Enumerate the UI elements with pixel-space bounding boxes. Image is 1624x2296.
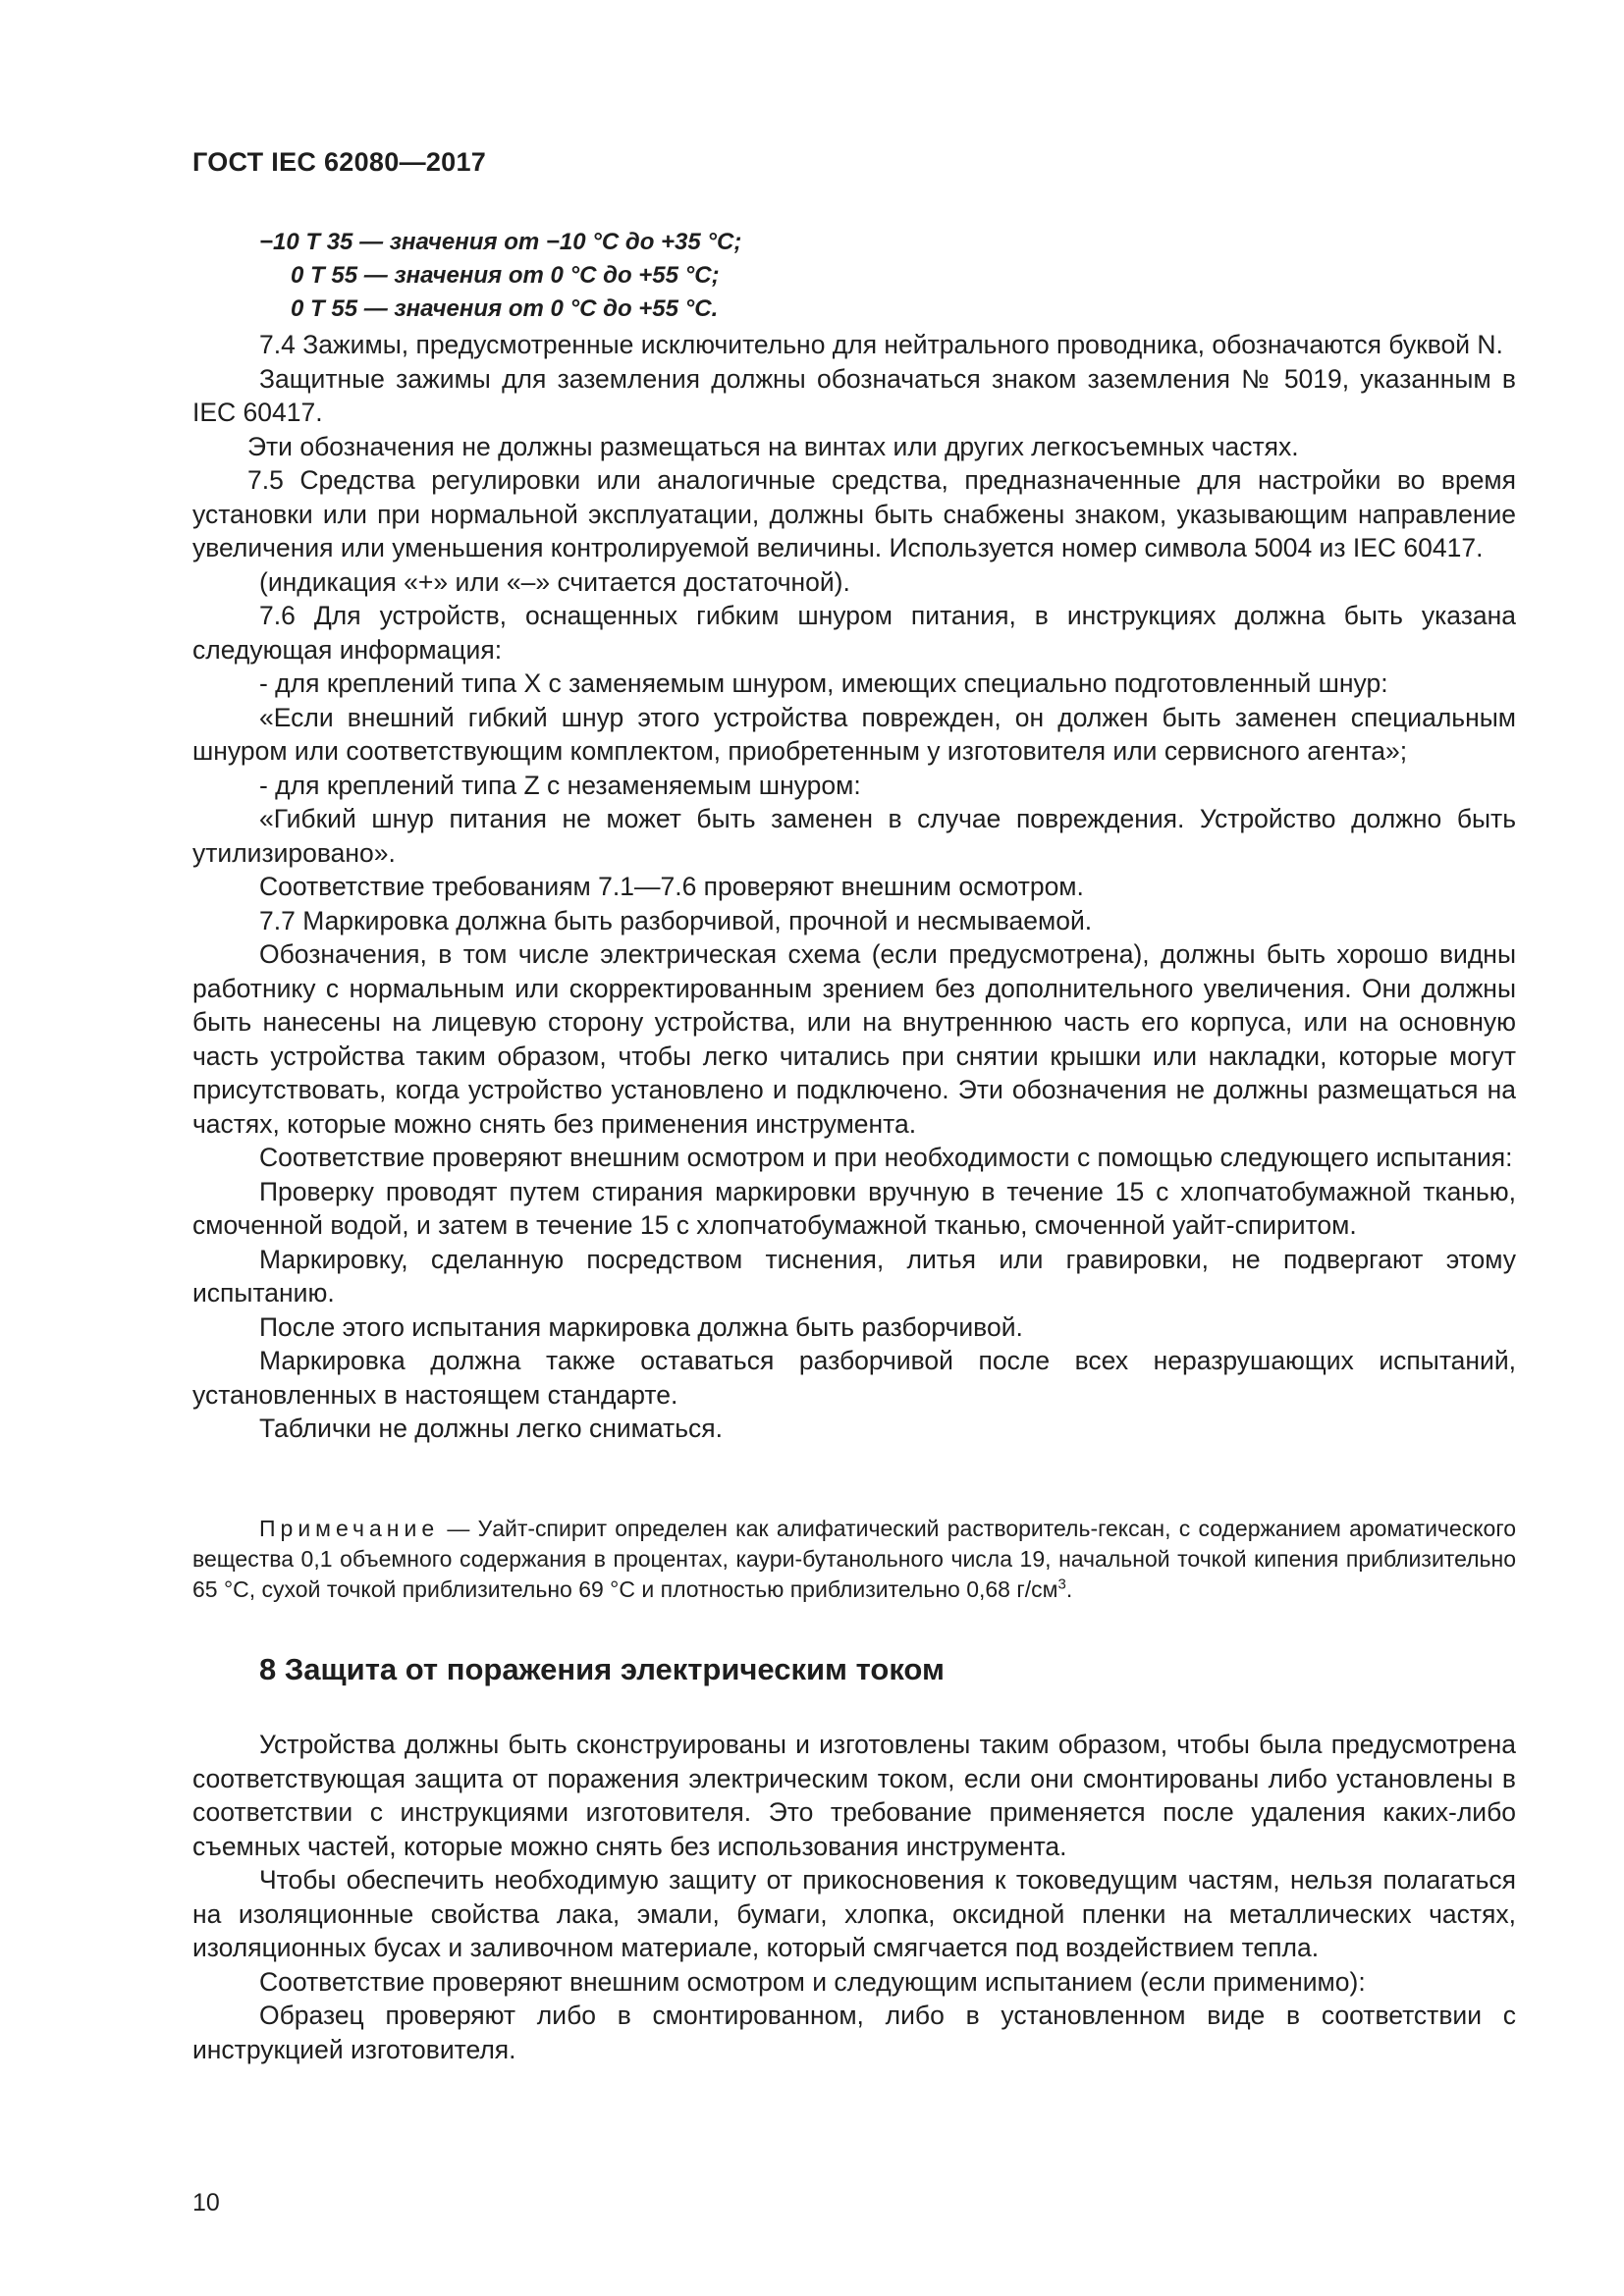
paragraph: Маркировку, сделанную посредством тиснения, литья или гравировки, не подвергают этому испытанию. xyxy=(192,1244,1516,1308)
paragraph: Обозначения, в том числе электрическая схема (если предусмотрена), должны быть хорошо видны работнику с нормальным или скорректированным зрением без дополнительного увеличения. Они должны быть нанесены на лицевую сторону устройства, или на внутреннюю часть его корпуса, или на основную часть устройства таким образом, чтобы легко читались при снятии крышки или накладки, которые могут присутствовать, когда устройство установлено и подключено. Эти обозначения не должны размещаться на частях, которые можно снять без применения инструмента. xyxy=(192,939,1516,1139)
paragraph: Эти обозначения не должны размещаться на винтах или других легкосъемных частях. xyxy=(247,431,1299,461)
section-8-title: 8 Защита от поражения электрическим током xyxy=(259,1652,945,1686)
temperature-range-item: 0 T 55 — значения от 0 °С до +55 °С; xyxy=(291,262,720,289)
paragraph-7-5: 7.5 Средства регулировки или аналогичные средства, предназначенные для настройки во время установки или при нормальной эксплуатации, должны быть снабжены знаком, указывающим направление увеличения или уменьшения контролируемой величины. Используется номер символа 5004 из IEC 60417. xyxy=(192,465,1516,562)
note-text: — Уайт-спирит определен как алифатический растворитель-гексан, с содержанием ароматического вещества 0,1 объемного содержания в процентах, каури-бутанольного числа 19, начальной точкой кипения приблизительно 65 °С, сухой точкой приблизительно 69 °С и плотностью приблизительно 0,68 г/см xyxy=(192,1516,1516,1602)
note-label: Примечание xyxy=(259,1516,440,1541)
list-item: - для креплений типа Z с незаменяемым шнуром: xyxy=(259,770,861,800)
note-superscript: 3 xyxy=(1057,1575,1066,1593)
paragraph: (индикация «+» или «–» считается достаточной). xyxy=(259,566,850,597)
paragraph: Соответствие проверяют внешним осмотром и при необходимости с помощью следующего испытания: xyxy=(259,1143,1513,1172)
quote: «Если внешний гибкий шнур этого устройства поврежден, он должен быть заменен специальным шнуром или соответствующим комплектом, приобретенным у изготовителя или сервисного агента»; xyxy=(192,702,1516,766)
paragraph-7-6: 7.6 Для устройств, оснащенных гибким шнуром питания, в инструкциях должна быть указана следующая информация: xyxy=(192,601,1516,665)
temperature-range-item: 0 T 55 — значения от 0 °С до +55 °С. xyxy=(291,295,719,322)
paragraph: Соответствие проверяют внешним осмотром и следующим испытанием (если применимо): xyxy=(259,1966,1366,1997)
temperature-range-item: −10 T 35 — значения от −10 °С до +35 °С; xyxy=(259,229,742,255)
page-number: 10 xyxy=(192,2189,220,2216)
paragraph-7-7: 7.7 Маркировка должна быть разборчивой, прочной и несмываемой. xyxy=(259,905,1093,935)
paragraph: Соответствие требованиям 7.1—7.6 проверяют внешним осмотром. xyxy=(259,872,1084,901)
paragraph: Маркировка должна также оставаться разборчивой после всех неразрушающих испытаний, установленных в настоящем стандарте. xyxy=(192,1346,1516,1410)
note-end: . xyxy=(1065,1576,1073,1602)
paragraph: Таблички не должны легко сниматься. xyxy=(259,1414,723,1443)
temperature-range-list xyxy=(259,226,741,326)
document-header: ГОСТ IEC 62080—2017 xyxy=(192,147,487,177)
clause-7-body xyxy=(192,328,1516,1446)
note xyxy=(192,1514,1516,1605)
paragraph: Устройства должны быть сконструированы и изготовлены таким образом, чтобы была предусмотрена соответствующая защита от поражения электрическим током, если они смонтированы либо установлены в соответствии с инструкциями изготовителя. Это требование применяется после удаления каких-либо съемных частей, которые можно снять без использования инструмента. xyxy=(192,1730,1516,1861)
quote: «Гибкий шнур питания не может быть заменен в случае повреждения. Устройство должно быть утилизировано». xyxy=(192,804,1516,868)
paragraph-7-4: 7.4 Зажимы, предусмотренные исключительно для нейтрального проводника, обозначаются буквой N. xyxy=(259,330,1503,359)
paragraph: Проверку проводят путем стирания маркировки вручную в течение 15 с хлопчатобумажной тканью, смоченной водой, и затем в течение 15 с хлопчатобумажной тканью, смоченной уайт-спиритом. xyxy=(192,1176,1516,1240)
section-8-body xyxy=(192,1728,1516,2066)
paragraph: Образец проверяют либо в смонтированном, либо в установленном виде в соответствии с инструкцией изготовителя. xyxy=(192,2001,1516,2064)
paragraph: После этого испытания маркировка должна быть разборчивой. xyxy=(259,1311,1023,1342)
list-item: - для креплений типа Х с заменяемым шнуром, имеющих специально подготовленный шнур: xyxy=(259,668,1388,698)
paragraph: Защитные зажимы для заземления должны обозначаться знаком заземления № 5019, указанным в IEC 60417. xyxy=(192,363,1516,427)
paragraph: Чтобы обеспечить необходимую защиту от прикосновения к токоведущим частям, нельзя полагаться на изоляционные свойства лака, эмали, бумаги, хлопка, оксидной пленки на металлических частях, изоляционных бусах и заливочном материале, который смягчается под воздействием тепла. xyxy=(192,1865,1516,1962)
